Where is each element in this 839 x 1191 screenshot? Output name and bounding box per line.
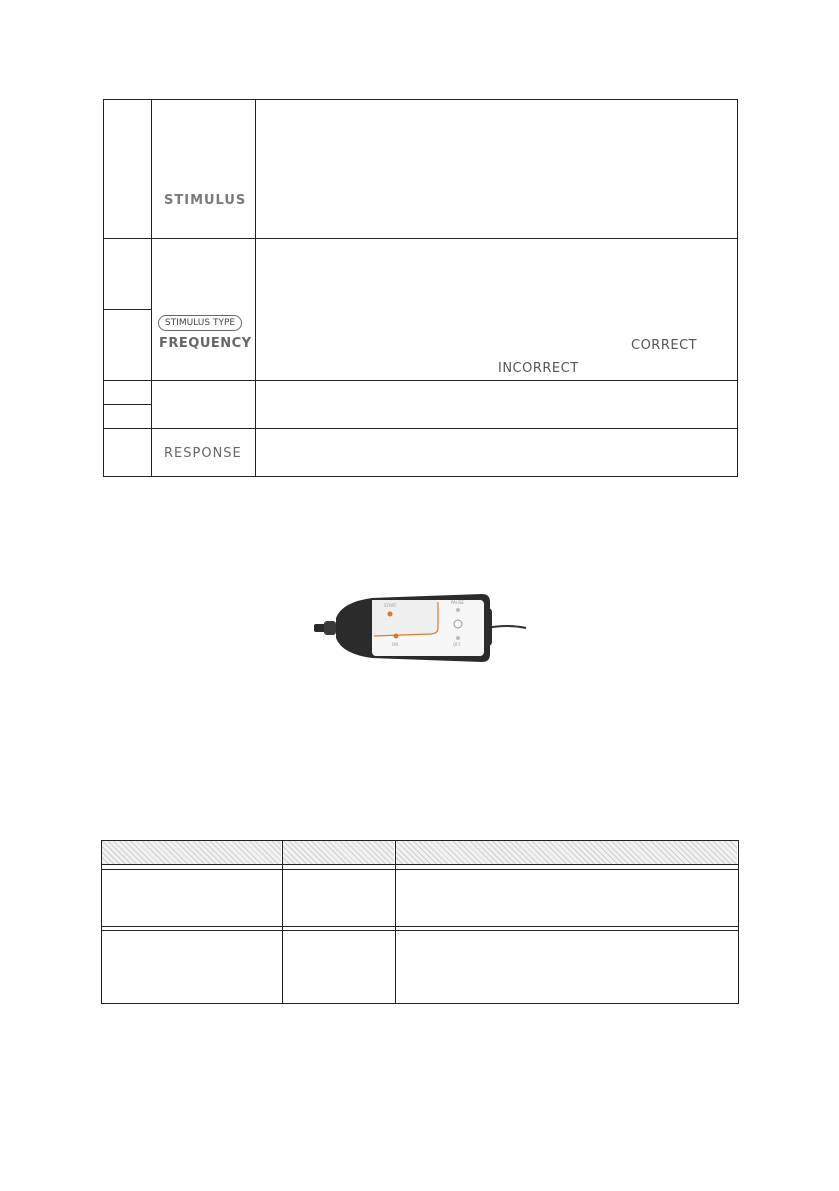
stimulus-label: STIMULUS (164, 193, 247, 208)
stimulus-type-pill: STIMULUS TYPE (158, 315, 242, 331)
frequency-label: FREQUENCY (159, 336, 252, 351)
header-cell-1 (102, 841, 281, 864)
response-label: RESPONSE (164, 446, 242, 461)
header-cell-3 (396, 841, 737, 864)
device-pause-label: PAUSE (451, 600, 464, 605)
header-cell-2 (283, 841, 394, 864)
device-on-label: ON (392, 642, 399, 647)
incorrect-label: INCORRECT (498, 361, 579, 376)
device-off-label: OFF (453, 642, 461, 647)
correct-label: CORRECT (631, 338, 698, 353)
response-device-image (312, 588, 530, 668)
device-start-label: START (384, 603, 397, 608)
